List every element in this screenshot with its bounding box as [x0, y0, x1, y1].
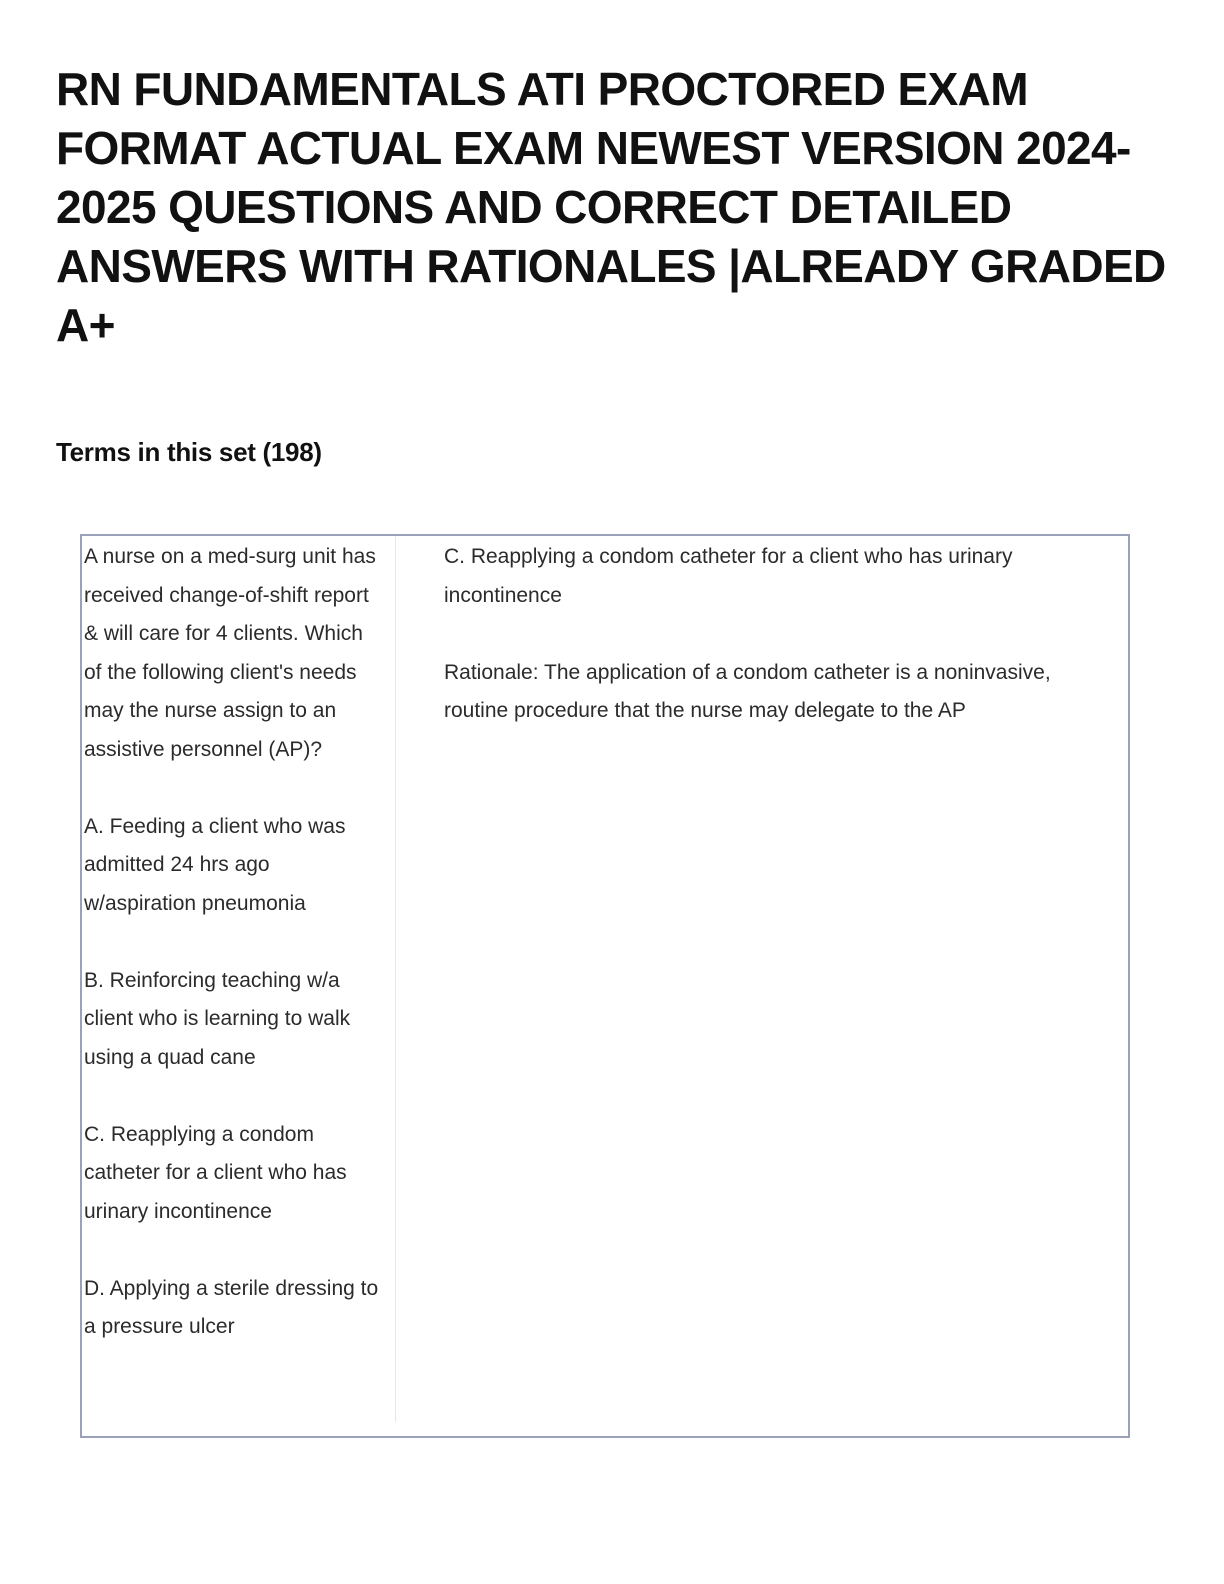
document-title: RN FUNDAMENTALS ATI PROCTORED EXAM FORMAT ACTUAL EXAM NEWEST VERSION 2024-2025 QUESTIONS AND CORRECT DETAILED ANSWERS WITH RATIONALES |ALREADY GRADED A+ [56, 63, 1166, 351]
card-term: A nurse on a med-surg unit has received change-of-shift report & will care for 4 clients. Which of the following client's needs may the nurse assign to an assistive personnel (AP)? A. Feeding a client who was admitted 24 hrs ago w/aspiration pneumonia B. Reinforcing teaching w/a client who is learning to walk using a quad cane C. Reapplying a condom catheter for a client who has urinary incontinence D. Applying a sterile dressing to a pressure ulcer [84, 545, 379, 1338]
flashcard-row [80, 534, 1130, 1438]
card-definition: C. Reapplying a condom catheter for a client who has urinary incontinence Rationale: The application of a condom catheter is a noninvasive, routine procedure that the nurse may delegate to the AP [444, 545, 1051, 722]
terms-count-heading: Terms in this set (198) [56, 437, 322, 467]
column-divider [395, 536, 396, 1422]
